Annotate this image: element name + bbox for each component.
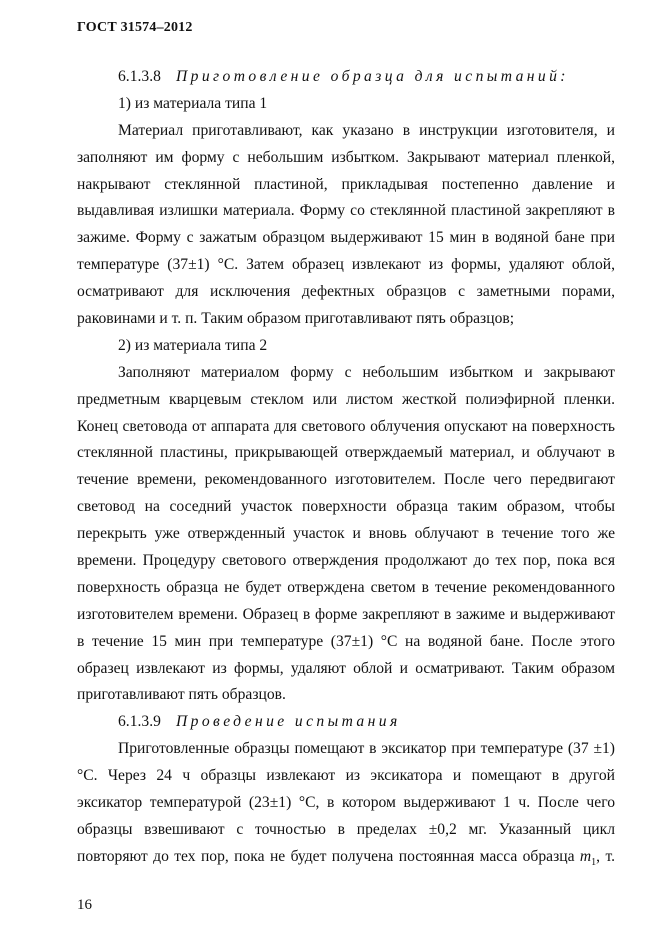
text-line: течение времени, рекомендованного изготовителем. После чего передвигают bbox=[77, 471, 615, 489]
text-line: в течение 15 мин при температуре (37±1) °С на водяной бане. После этого bbox=[77, 632, 615, 650]
text-line: накрывают стеклянной пластиной, прикладывая постепенно давление и bbox=[77, 175, 615, 193]
text-line: температуре (37±1) °С. Затем образец извлекают из формы, удаляют облой, bbox=[77, 256, 615, 274]
section-number: 6.1.3.8 bbox=[118, 68, 161, 85]
text-line: приготавливают пять образцов. bbox=[77, 686, 286, 704]
text-line: изготовителем времени. Образец в форме закрепляют в зажиме и выдерживают bbox=[77, 605, 615, 623]
text-line: поверхность образца не будет отверждена светом в течение рекомендованного bbox=[77, 578, 615, 596]
mass-subscript: 1 bbox=[591, 856, 597, 868]
section-title: Проведение испытания bbox=[176, 713, 401, 731]
text-line: заполняют им форму с небольшим избытком. Закрывают материал пленкой, bbox=[77, 148, 615, 166]
paragraph-3 bbox=[77, 736, 615, 870]
text-line: образцы взвешивают с точностью в пределах ±0,2 мг. Указанный цикл bbox=[77, 820, 615, 838]
mass-variable: m bbox=[579, 847, 592, 865]
document-header: ГОСТ 31574–2012 bbox=[77, 20, 193, 35]
text-line: перекрыть уже отвержденный участок и вновь облучают в течение того же bbox=[77, 525, 615, 543]
text-line: Заполняют материалом форму с небольшим избытком и закрывают bbox=[118, 363, 615, 381]
section-number: 6.1.3.9 bbox=[118, 713, 161, 731]
text-line: образец извлекают из формы, удаляют облой и осматривают. Таким образом bbox=[77, 659, 615, 677]
text-line: Приготовленные образцы помещают в эксикатор при температуре (37 ±1) bbox=[118, 740, 615, 758]
text-line: Материал приготавливают, как указано в инструкции изготовителя, и bbox=[118, 121, 615, 139]
document-body bbox=[77, 64, 615, 871]
text-line: °С. Через 24 ч образцы извлекают из эксикатора и помещают в другой bbox=[77, 767, 615, 785]
text-line: времени. Процедуру светового отверждения продолжают до тех пор, пока вся bbox=[77, 552, 615, 570]
page-number: 16 bbox=[77, 897, 92, 913]
text-line: стеклянной пластины, прикрывающей отверждаемый материал, и облучают в bbox=[77, 444, 615, 462]
text-line: раковинами и т. п. Таким образом приготавливают пять образцов; bbox=[77, 310, 515, 328]
section-heading-6-1-3-9 bbox=[77, 709, 615, 736]
text-line: выдавливая излишки материала. Форму со стеклянной пластиной закрепляют в bbox=[77, 202, 615, 220]
text-segment: , т. bbox=[596, 847, 615, 865]
list-item-2: 2) из материала типа 2 bbox=[118, 336, 268, 354]
text-segment: повторяют до тех пор, пока не будет получена постоянная масса образца bbox=[77, 847, 580, 865]
text-line: осматривают для исключения дефектных образцов с заметными порами, bbox=[77, 283, 615, 301]
section-heading-6-1-3-8 bbox=[77, 64, 615, 91]
text-line: зажиме. Форму с зажатым образцом выдерживают 15 мин в водяной бане при bbox=[77, 229, 615, 247]
paragraph-2 bbox=[77, 360, 615, 710]
text-line: предметным кварцевым стеклом или листом жесткой полиэфирной пленки. bbox=[77, 390, 615, 408]
text-line: световод на соседний участок поверхности образца таким образом, чтобы bbox=[77, 498, 615, 516]
text-line: эксикатор температурой (23±1) °С, в котором выдерживают 1 ч. После чего bbox=[77, 794, 615, 812]
paragraph-1 bbox=[77, 118, 615, 333]
section-title: Приготовление образца для испытаний: bbox=[176, 68, 569, 85]
list-item-1: 1) из материала типа 1 bbox=[118, 94, 268, 112]
text-line: Конец световода от аппарата для светового облучения опускают на поверхность bbox=[77, 417, 615, 435]
text-line-with-formula bbox=[77, 844, 615, 871]
